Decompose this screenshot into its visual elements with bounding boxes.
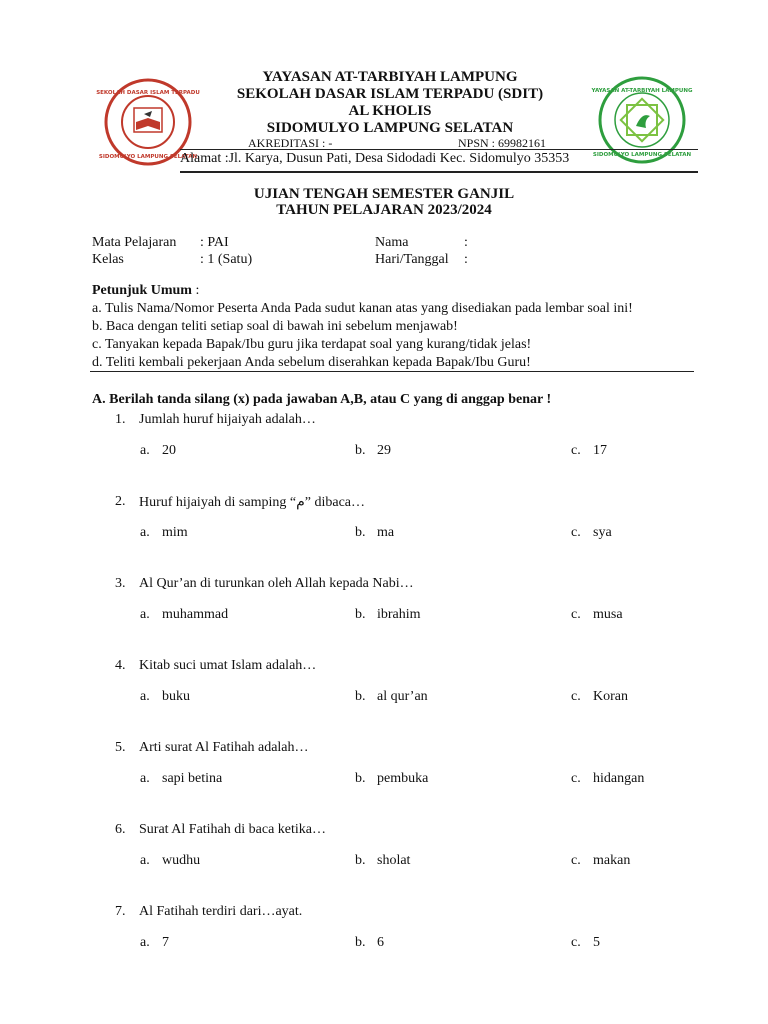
option-text: mim	[162, 525, 188, 540]
option-text: hidangan	[593, 771, 645, 786]
akreditasi: AKREDITASI : -	[248, 136, 333, 150]
answer-option-b[interactable]	[355, 935, 384, 951]
answer-option-b[interactable]	[355, 607, 421, 623]
question-number: 2.	[115, 494, 126, 509]
option-letter: c.	[571, 935, 581, 950]
option-text: buku	[162, 689, 190, 704]
class-label: Kelas	[92, 252, 124, 267]
option-letter: a.	[140, 771, 150, 786]
question-text: Kitab suci umat Islam adalah…	[139, 658, 317, 673]
question-text: Arti surat Al Fatihah adalah…	[139, 740, 309, 755]
option-text: al qur’an	[377, 689, 428, 704]
question-number: 5.	[115, 740, 126, 755]
header-divider-bottom	[180, 171, 698, 173]
option-text: 29	[377, 443, 391, 458]
subject-value: : PAI	[200, 235, 229, 250]
subject-label: Mata Pelajaran	[92, 235, 177, 250]
option-letter: a.	[140, 689, 150, 704]
header-foundation-name: YAYASAN AT-TARBIYAH LAMPUNG	[262, 69, 518, 85]
option-text: 20	[162, 443, 176, 458]
option-letter: c.	[571, 853, 581, 868]
name-label: Nama	[375, 235, 409, 250]
svg-text:SIDOMULYO LAMPUNG SELATAN: SIDOMULYO LAMPUNG SELATAN	[98, 154, 198, 160]
option-letter: c.	[571, 607, 581, 622]
option-text: wudhu	[162, 853, 201, 868]
answer-option-c[interactable]	[571, 853, 630, 869]
answer-option-c[interactable]	[571, 935, 600, 951]
svg-text:SEKOLAH DASAR ISLAM TERPADU: SEKOLAH DASAR ISLAM TERPADU	[96, 90, 200, 96]
option-letter: a.	[140, 607, 150, 622]
answer-option-c[interactable]	[571, 689, 628, 705]
instruction-item: c. Tanyakan kepada Bapak/Ibu guru jika terdapat soal yang kurang/tidak jelas!	[92, 337, 532, 352]
option-text: 5	[593, 935, 600, 950]
option-text: sholat	[377, 853, 411, 868]
question-number: 6.	[115, 822, 126, 837]
npsn: NPSN : 69982161	[458, 136, 547, 150]
option-text: ma	[377, 525, 395, 540]
answer-option-c[interactable]	[571, 771, 644, 787]
name-value: :	[464, 235, 468, 250]
option-text: 7	[162, 935, 169, 950]
option-letter: c.	[571, 689, 581, 704]
question-number: 4.	[115, 658, 126, 673]
answer-option-a[interactable]	[140, 689, 190, 705]
header-school-name: SEKOLAH DASAR ISLAM TERPADU (SDIT)	[236, 86, 544, 102]
option-letter: c.	[571, 771, 581, 786]
question-text: Surat Al Fatihah di baca ketika…	[139, 822, 327, 837]
exam-year: TAHUN PELAJARAN 2023/2024	[276, 202, 492, 218]
address: Alamat :Jl. Karya, Dusun Pati, Desa Sidodadi Kec. Sidomulyo 35353	[180, 151, 570, 166]
question-number: 7.	[115, 904, 126, 919]
answer-option-b[interactable]	[355, 525, 394, 541]
option-text: sapi betina	[162, 771, 223, 786]
option-letter: b.	[355, 443, 366, 458]
option-text: ibrahim	[377, 607, 421, 622]
question-number: 3.	[115, 576, 126, 591]
answer-option-c[interactable]	[571, 525, 612, 541]
instruction-item: b. Baca dengan teliti setiap soal di bawah ini sebelum menjawab!	[92, 319, 458, 334]
exam-title: UJIAN TENGAH SEMESTER GANJIL	[253, 186, 515, 202]
instruction-item: d. Teliti kembali pekerjaan Anda sebelum diserahkan kepada Bapak/Ibu Guru!	[92, 355, 531, 370]
instruction-item: a. Tulis Nama/Nomor Peserta Anda Pada sudut kanan atas yang disediakan pada lembar soal ini!	[92, 301, 633, 316]
answer-option-b[interactable]	[355, 853, 410, 869]
answer-option-c[interactable]	[571, 607, 623, 623]
option-text: Koran	[593, 689, 628, 704]
option-letter: a.	[140, 853, 150, 868]
option-letter: a.	[140, 525, 150, 540]
svg-text:YAYASAN AT-TARBIYAH LAMPUNG: YAYASAN AT-TARBIYAH LAMPUNG	[591, 88, 693, 94]
option-letter: a.	[140, 935, 150, 950]
option-letter: c.	[571, 525, 581, 540]
option-letter: b.	[355, 935, 366, 950]
option-letter: a.	[140, 443, 150, 458]
svg-text:SIDOMULYO LAMPUNG SELATAN: SIDOMULYO LAMPUNG SELATAN	[592, 152, 692, 158]
option-text: 6	[377, 935, 384, 950]
option-text: musa	[593, 607, 623, 622]
answer-option-b[interactable]	[355, 443, 391, 459]
option-text: sya	[593, 525, 612, 540]
answer-option-a[interactable]	[140, 525, 188, 541]
option-letter: b.	[355, 771, 366, 786]
class-value: : 1 (Satu)	[200, 252, 253, 267]
instructions-colon: :	[191, 283, 200, 298]
header-school-branch: AL KHOLIS	[348, 103, 432, 119]
answer-option-b[interactable]	[355, 689, 428, 705]
option-letter: b.	[355, 853, 366, 868]
option-text: muhammad	[162, 607, 229, 622]
instructions-heading	[92, 281, 199, 300]
question-text: Huruf hijaiyah di samping “م” dibaca…	[139, 495, 365, 510]
question-text: Al Fatihah terdiri dari…ayat.	[139, 904, 303, 919]
answer-option-a[interactable]	[140, 935, 169, 951]
answer-option-a[interactable]	[140, 853, 200, 869]
option-letter: c.	[571, 443, 581, 458]
date-value: :	[464, 252, 468, 267]
option-text: pembuka	[377, 771, 429, 786]
answer-option-a[interactable]	[140, 607, 228, 623]
option-letter: b.	[355, 607, 366, 622]
option-text: 17	[593, 443, 607, 458]
answer-option-c[interactable]	[571, 443, 607, 459]
instructions-divider	[90, 371, 694, 372]
option-text: makan	[593, 853, 631, 868]
option-letter: b.	[355, 525, 366, 540]
header-divider-top	[180, 149, 698, 150]
answer-option-b[interactable]	[355, 771, 428, 787]
option-letter: b.	[355, 689, 366, 704]
date-label: Hari/Tanggal	[375, 252, 449, 267]
section-heading: A. Berilah tanda silang (x) pada jawaban A,B, atau C yang di anggap benar !	[92, 392, 552, 407]
question-text: Jumlah huruf hijaiyah adalah…	[139, 412, 316, 427]
question-text: Al Qur’an di turunkan oleh Allah kepada Nabi…	[139, 576, 414, 591]
answer-option-a[interactable]	[140, 771, 222, 787]
question-number: 1.	[115, 412, 126, 427]
header-location: SIDOMULYO LAMPUNG SELATAN	[266, 120, 514, 136]
instructions-title: Petunjuk Umum	[92, 283, 192, 298]
answer-option-a[interactable]	[140, 443, 176, 459]
